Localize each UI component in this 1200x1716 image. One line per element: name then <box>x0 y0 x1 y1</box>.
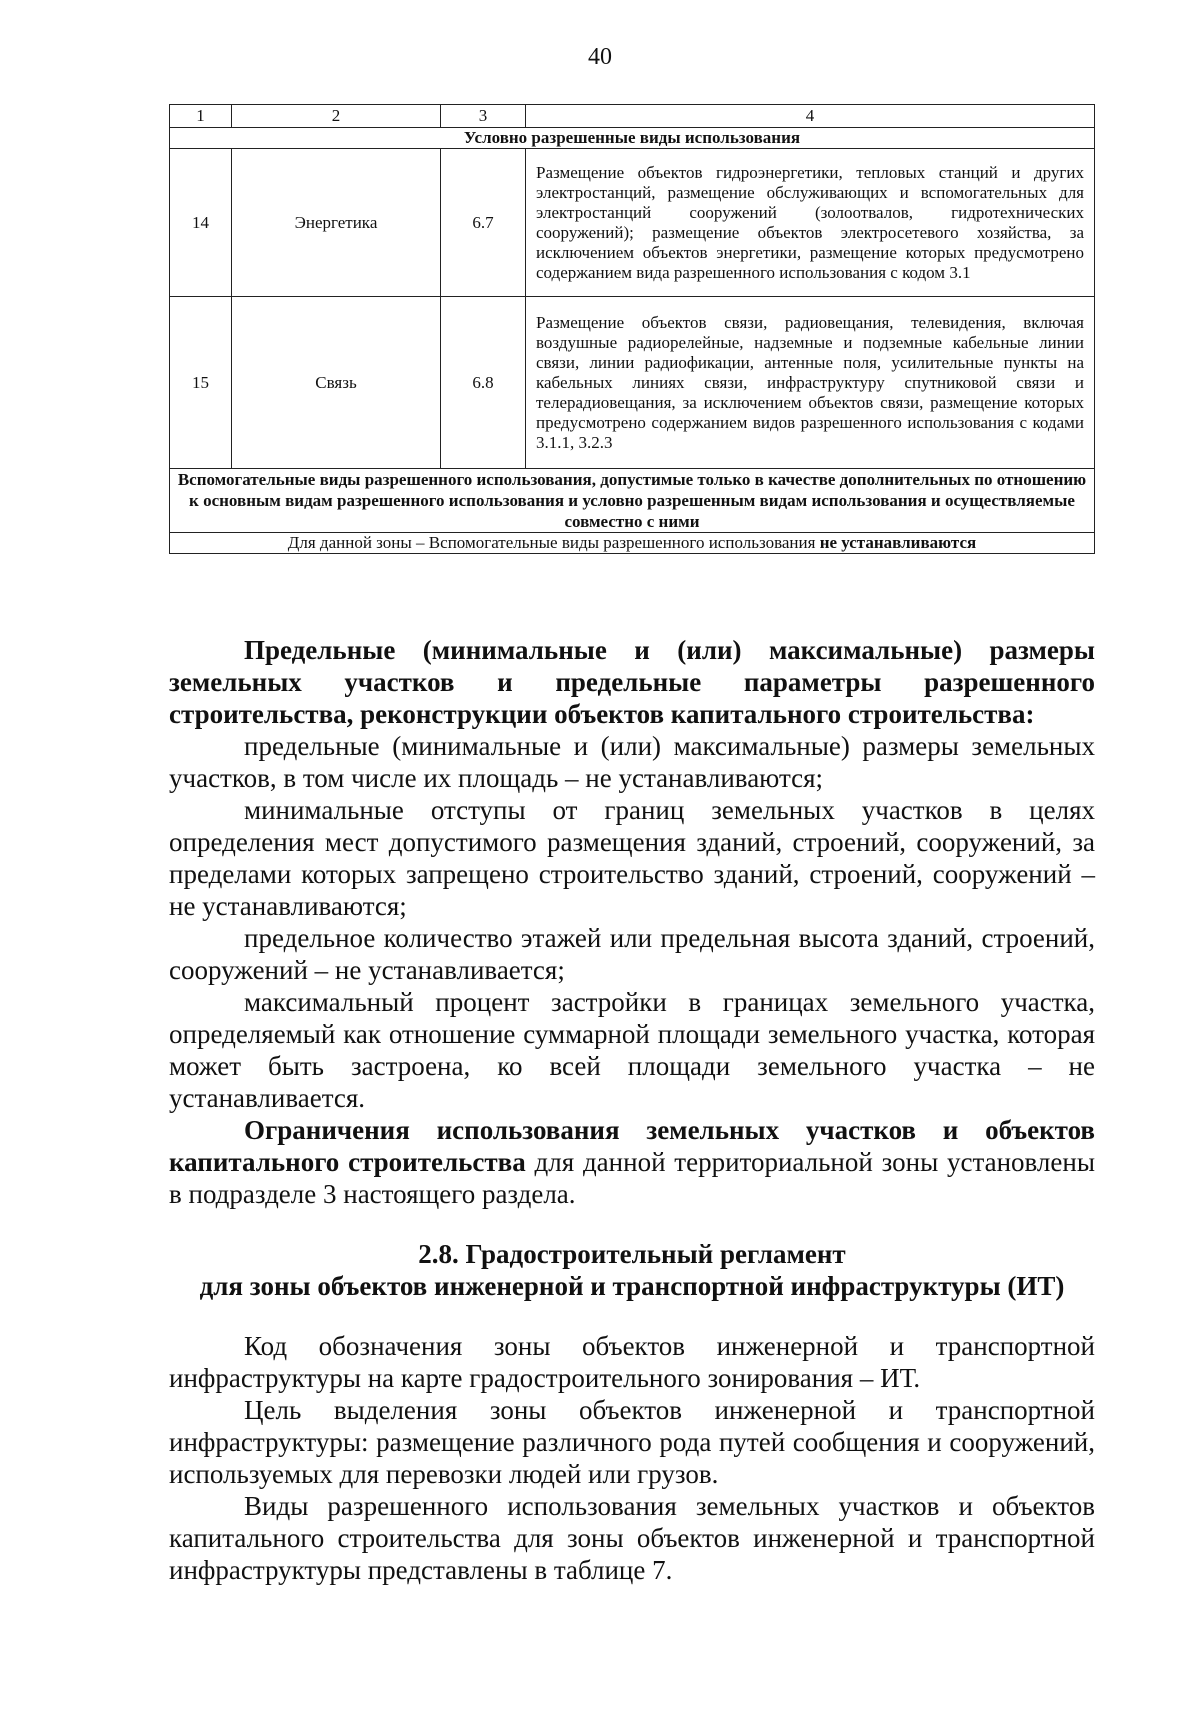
auxiliary-note-text: Для данной зоны – Вспомогательные виды разрешенного использования <box>287 533 820 552</box>
row-name: Энергетика <box>232 149 441 297</box>
page-number: 40 <box>588 44 612 70</box>
auxiliary-note-row <box>170 533 1095 554</box>
table-row <box>170 297 1095 469</box>
regulation-body <box>169 1330 1095 1586</box>
section-title: 2.8. Градостроительный регламент <box>418 1239 846 1269</box>
auxiliary-note <box>170 533 1095 554</box>
section-title-conditional: Условно разрешенные виды использования <box>170 128 1095 149</box>
row-code: 6.8 <box>441 297 526 469</box>
column-header-4: 4 <box>526 105 1095 128</box>
section-title-auxiliary: Вспомогательные виды разрешенного использования, допустимые только в качестве дополнительных по отношению к основным видам разрешенного использования и условно разрешенным видам использования и осуществляемые совместно с ними <box>170 469 1095 533</box>
limits-item: минимальные отступы от границ земельных участков в целях определения мест допустимого размещения зданий, строений, сооружений, за пределами которых запрещено строительство зданий, строений, сооружений – не устанавливаются; <box>169 795 1095 921</box>
section-subtitle: для зоны объектов инженерной и транспортной инфраструктуры (ИТ) <box>199 1271 1065 1301</box>
section-row-auxiliary <box>170 469 1095 533</box>
zone-uses-paragraph: Виды разрешенного использования земельных участков и объектов капитального строительства для зоны объектов инженерной и транспортной инфраструктуры представлены в таблице 7. <box>169 1491 1095 1585</box>
auxiliary-note-emphasis: не устанавливаются <box>819 533 977 552</box>
table-row <box>170 149 1095 297</box>
table-header-row <box>170 105 1095 128</box>
restrictions-bold: Ограничения использования земельных участков и объектов капитального строительства <box>169 1115 1095 1177</box>
land-use-table <box>169 104 1095 554</box>
limits-item: предельные (минимальные и (или) максимальные) размеры земельных участков, в том числе их площадь – не устанавливаются; <box>169 731 1095 793</box>
column-header-3: 3 <box>441 105 526 128</box>
row-number: 14 <box>170 149 232 297</box>
column-header-1: 1 <box>170 105 232 128</box>
limits-item: предельное количество этажей или предельная высота зданий, строений, сооружений – не устанавливается; <box>169 923 1095 985</box>
restrictions-paragraph <box>169 1114 1095 1210</box>
row-description: Размещение объектов гидроэнергетики, тепловых станций и других электростанций, размещение обслуживающих и вспомогательных для электростанций сооружений (золоотвалов, гидротехнических сооружений); размещение объектов электросетевого хозяйства, за исключением объектов энергетики, размещение которых предусмотрено содержанием вида разрешенного использования с кодом 3.1 <box>526 149 1095 297</box>
section-row-conditional <box>170 128 1095 149</box>
row-number: 15 <box>170 297 232 469</box>
row-name: Связь <box>232 297 441 469</box>
row-code: 6.7 <box>441 149 526 297</box>
zone-code-paragraph: Код обозначения зоны объектов инженерной и транспортной инфраструктуры на карте градостроительного зонирования – ИТ. <box>169 1331 1095 1393</box>
limits-item: максимальный процент застройки в границах земельного участка, определяемый как отношение суммарной площади земельного участка, которая может быть застроена, ко всей площади земельного участка – не устанавливается. <box>169 987 1095 1113</box>
regulation-section <box>169 1238 1095 1302</box>
column-header-2: 2 <box>232 105 441 128</box>
limits-heading: Предельные (минимальные и (или) максимальные) размеры земельных участков и предельные параметры разрешенного строительства, реконструкции объектов капитального строительства: <box>169 635 1095 729</box>
limits-section <box>169 634 1095 1210</box>
row-description: Размещение объектов связи, радиовещания, телевидения, включая воздушные радиорелейные, надземные и подземные кабельные линии связи, линии радиофикации, антенные поля, усилительные пункты на кабельных линиях связи, инфраструктуру спутниковой связи и телерадиовещания, за исключением объектов связи, размещение которых предусмотрено содержанием видов разрешенного использования с кодами 3.1.1, 3.2.3 <box>526 297 1095 469</box>
restrictions-rest: для данной территориальной зоны установлены в подразделе 3 настоящего раздела. <box>169 1147 1095 1209</box>
zone-purpose-paragraph: Цель выделения зоны объектов инженерной и транспортной инфраструктуры: размещение различного рода путей сообщения и сооружений, используемых для перевозки людей или грузов. <box>169 1395 1095 1489</box>
